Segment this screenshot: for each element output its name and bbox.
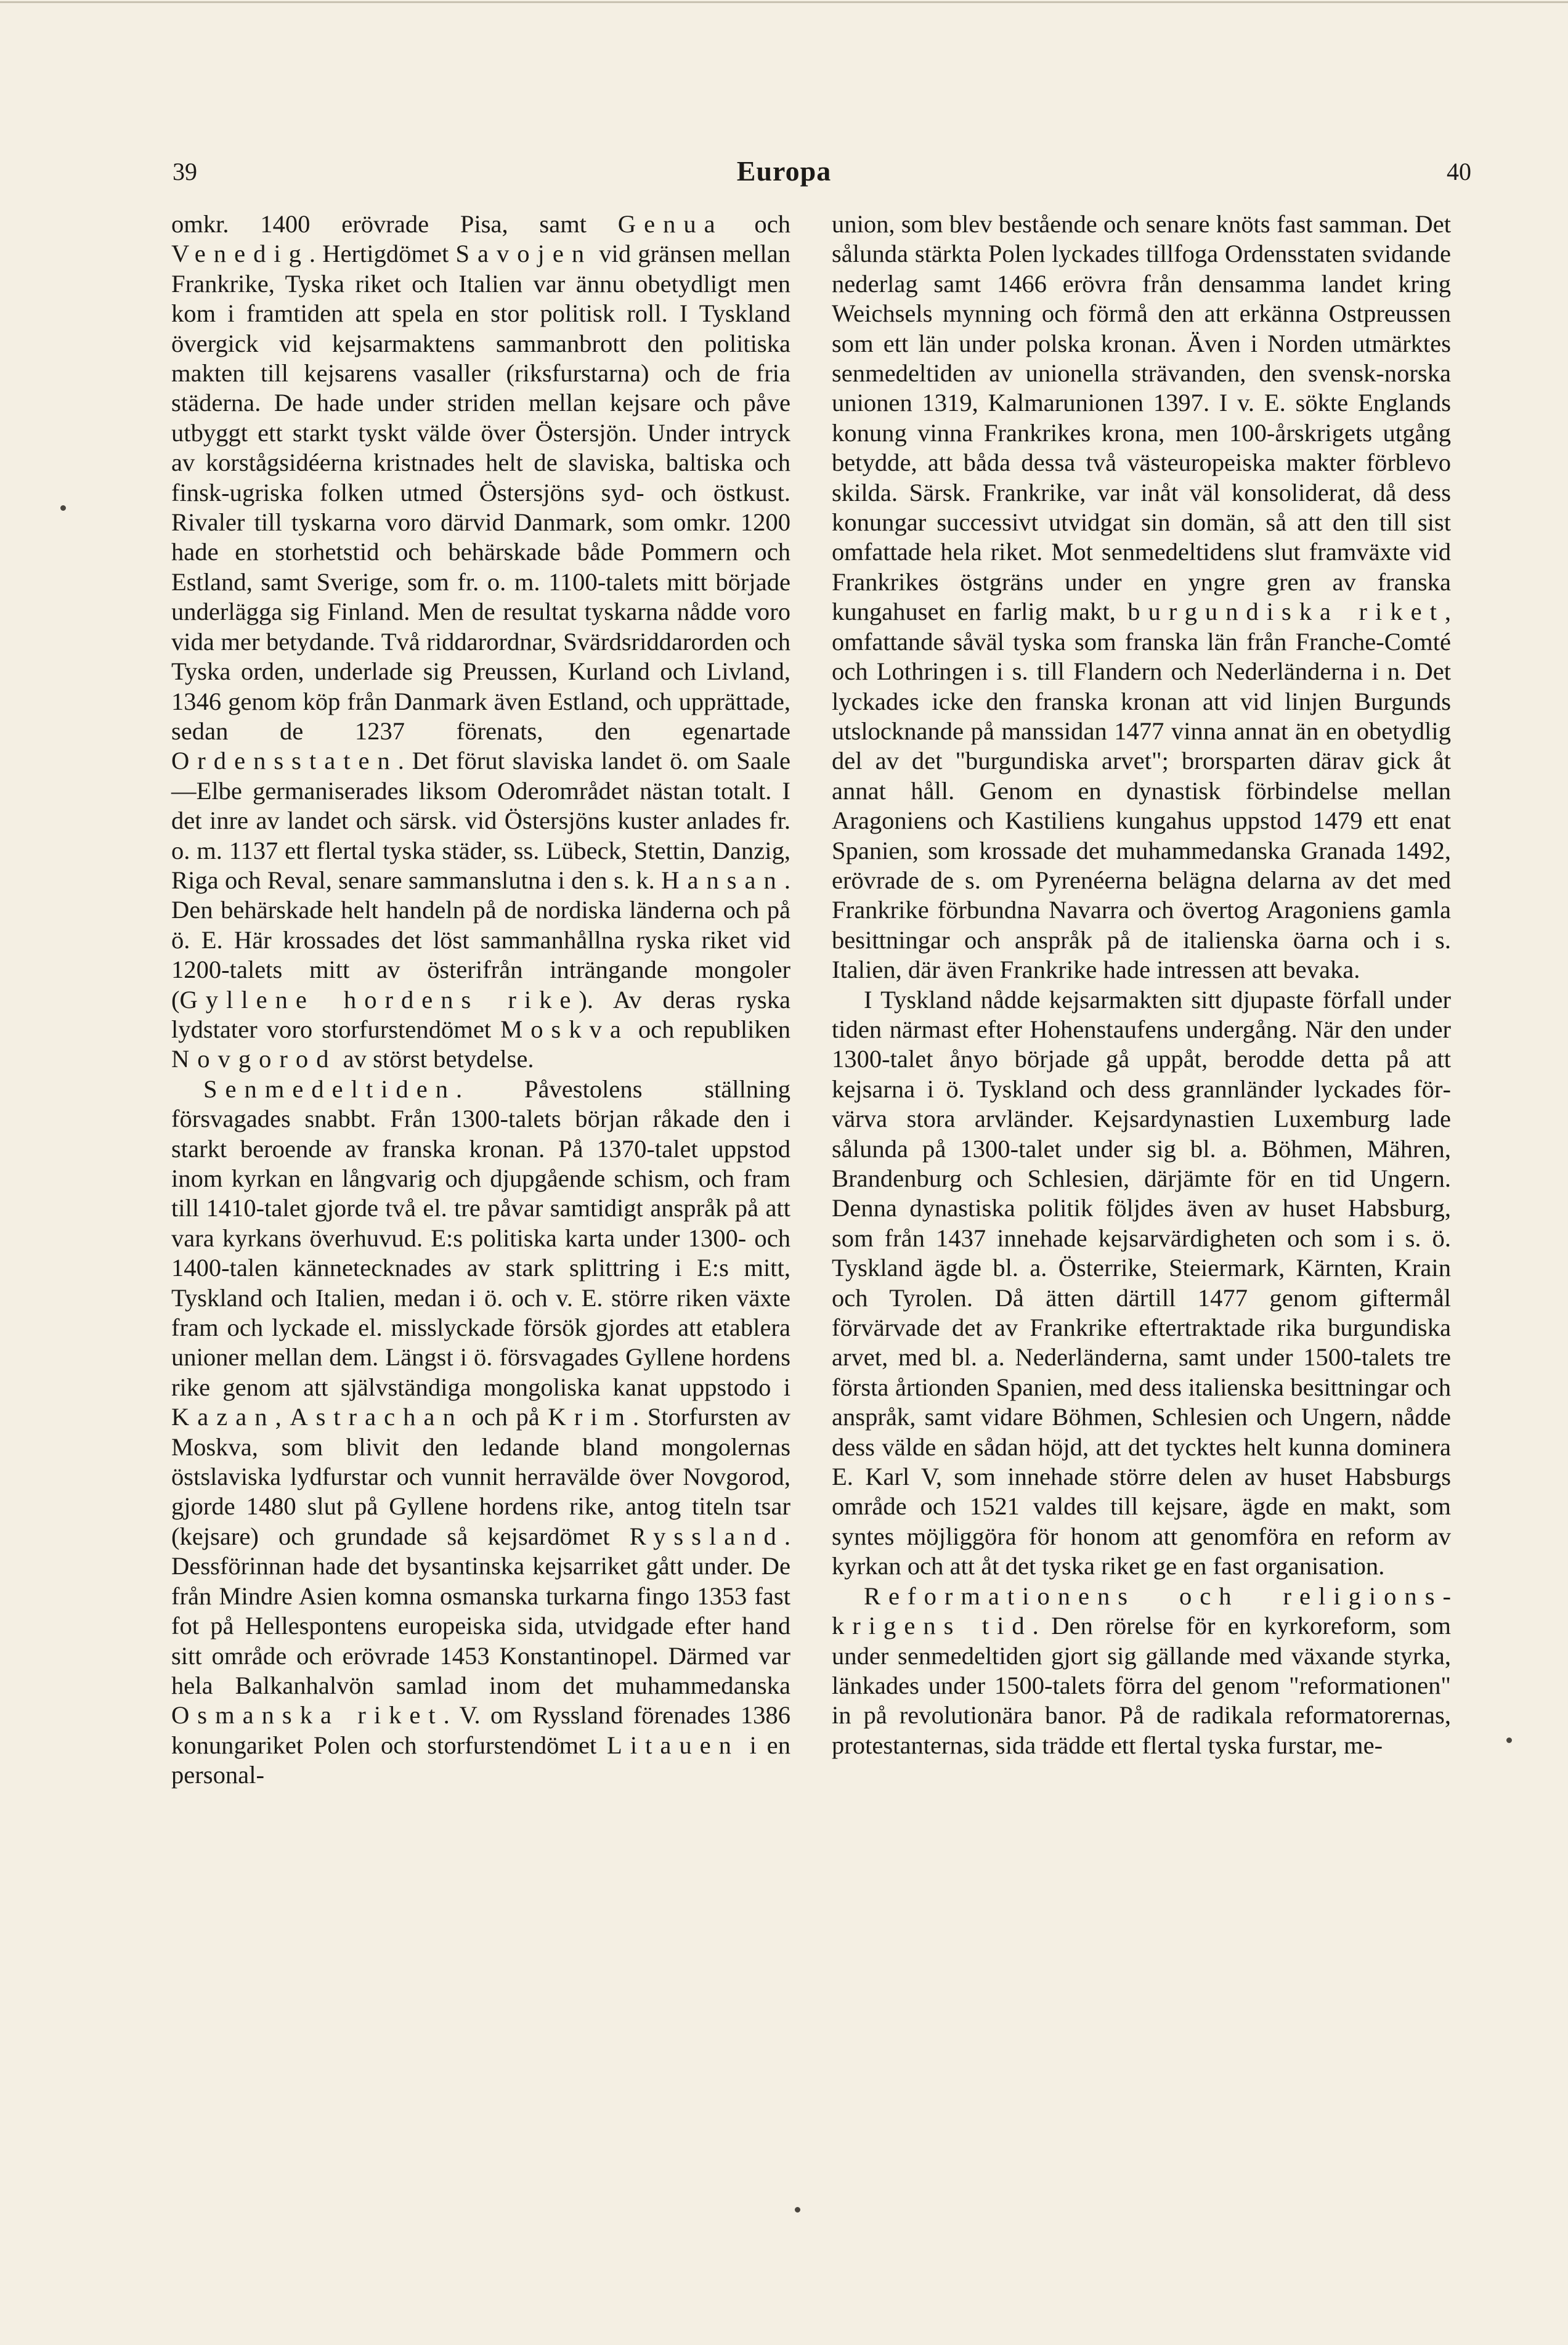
paragraph-italy-germany-hansa: omkr. 1400 erövrade Pisa, samt Genua och Venedig. Hertigdömet Savojen vid gränsen mellan Frankrike, Tyska riket och Italien var ännu obetydligt men kom i framtiden att spela en stor politisk roll. I Tyskland övergick vid kejsarmaktens sammanbrott den politiska makten till kejsarens vasaller (riksfurstarna) och de fria städerna. De hade under striden mellan kejsare och påve utbyggt ett starkt tyskt välde över Östersjön. Under intryck av korstågsidéerna kristnades helt de slaviska, baltiska och finsk-ugriska folken utmed Östersjöns syd- och östkust. Rivaler till tyskarna voro därvid Danmark, som omkr. 1200 hade en storhetstid och behärskade både Pommern och Estland, samt Sverige, som fr. o. m. 1100-talets mitt började underlägga sig Finland. Men de resultat tyskarna nådde voro vida mer betydande. Två riddarordnar, Svärdsriddarorden och Tyska orden, underlade sig Preussen, Kurland och Livland, 1346 genom köp från Danmark även Estland, och upprättade, sedan de 1237 förenats, den egenartade Ordensstaten. Det förut slaviska landet ö. om Saale—Elbe germaniserades liksom Oderområdet nästan totalt. I det inre av landet och särsk. vid Östersjöns kuster anlades fr. o. m. 1137 ett flertal tyska städer, ss. Lübeck, Stettin, Danzig, Riga och Reval, senare sammanslutna i den s. k. Hansan. Den behärskade helt handeln på de nordiska länderna och på ö. E. Här krossades det löst sammanhållna ryska riket vid 1200-talets mitt av österifrån inträngande mongoler (Gyllene hordens rike). Av deras ryska lydstater voro storfurstendömet Moskva och republiken Novgorod av störst betydelse. [171,210,791,1073]
page-header [0,157,1568,194]
scan-speck [1506,1737,1512,1743]
scan-speck [795,2207,800,2213]
paragraph-union-burgundy-spain: union, som blev bestående och senare knöts fast samman. Det sålunda stärkta Polen lyckades tillfoga Ordensstaten svidande nederlag samt 1466 erövra från densamma landet kring Weichsels mynning och förmå den att erkänna Ostpreussen som ett län under polska kronan. Även i Norden utmärktes senmedeltiden av unionella strävanden, den svensk-norska unionen 1319, Kalmarunionen 1397. I v. E. sökte Englands konung vinna Frankrikes krona, men 100-årskrigets utgång betydde, att båda dessa två västeuropeiska makter förblevo skilda. Särsk. Frankrike, var inåt väl konsoliderat, då dess konungar successivt utvidgat sin domän, så att den till sist omfattade hela riket. Mot senmedeltidens slut framväxte vid Frankrikes östgräns under en yngre gren av franska kungahuset en farlig makt, burgundiska riket, omfattande såväl tyska som franska län från Franche-Comté och Lothringen i s. till Flandern och Nederländerna i n. Det lyckades icke den franska kronan att vid linjen Burgunds utslocknande på manssidan 1477 vinna annat än en obetydlig del av det "burgundiska arvet"; brorsparten därav gick åt annat håll. Genom en dynastisk förbindelse mellan Aragoniens och Kastiliens kungahus uppstod 1479 ett enat Spanien, som krossade det muhammedanska Granada 1492, erövrade de s. om Pyrenéerna belägna delarna av det med Frankrike förbundna Navarra och övertog Aragoniens gamla besittningar och anspråk på de italienska öarna och i s. Italien, där även Frankrike hade intressen att bevaka. [832,210,1452,984]
running-title: Europa [736,155,832,187]
scan-speck [60,505,66,511]
page-number-left: 39 [173,158,197,185]
right-column [832,209,1451,2267]
scan-edge-line [0,1,1568,3]
paragraph-senmedeltiden: Senmedeltiden. Påvestolens ställning försvagades snabbt. Från 1300-talets början råkade den i starkt beroende av franska kronan. På 1370-talet uppstod inom kyrkan en långvarig och djupgående schism, och fram till 1410-talet gjorde två el. tre påvar samtidigt anspråk på att vara kyrkans överhuvud. E:s politiska karta under 1300- och 1400-talen kännetecknades av stark splittring i E:s mitt, Tyskland och Italien, medan i ö. och v. E. större riken växte fram och lyckade el. misslyckade försök gjordes att etablera unioner mellan dem. Längst i ö. försvagades Gyllene hordens rike genom att självständiga mongoliska kanat uppstodo i Kazan, Astrachan och på Krim. Storfursten av Moskva, som blivit den ledande bland mongolernas östslaviska lydfurstar och vunnit herravälde över Novgorod, gjorde 1480 slut på Gyllene hordens rike, antog titeln tsar (kejsare) och grundade så kejsardömet Ryssland. Dessförinnan hade det bysantinska kejsarriket gått under. De från Mindre Asien komna osmanska turkarna fingo 1353 fast fot på Hellespontens europeiska sida, utvidgade efter hand sitt område och erövrade 1453 Konstantinopel. Därmed var hela Balkanhalvön samlad inom det muhammedanska Osmanska riket. V. om Ryssland förenades 1386 konungariket Polen och storfurstendömet Litauen i en personal- [171,1075,791,1789]
page-number-right: 40 [1447,158,1471,185]
left-column [171,209,790,2267]
paragraph-habsburg: I Tyskland nådde kejsarmakten sitt djupaste förfall under tiden närmast efter Hohenstaufens undergång. När den under 1300-talet ånyo började gå uppåt, berodde detta på att kejsarna i ö. Tyskland och dess grannländer lyckades förvärva stora arvländer. Kejsardynastien Luxemburg lade sålunda på 1300-talet under sig bl. a. Böhmen, Mähren, Brandenburg och Schlesien, därjämte för en tid Ungern. Denna dynastiska politik följdes även av huset Habsburg, som från 1437 innehade kejsarvärdigheten och som i s. ö. Tyskland ägde bl. a. Österrike, Steiermark, Kärnten, Krain och Tyrolen. Då ätten därtill 1477 genom giftermål förvärvade det av Frankrike eftertraktade rika burgundiska arvet, med bl. a. Nederländerna, samt under 1500-talets tre första årtionden Spanien, med dess italienska besittningar och anspråk, samt vidare Böhmen, Schlesien och Ungern, nådde dess välde en sådan höjd, att det tycktes helt kunna dominera E. Karl V, som innehade större delen av huset Habsburgs område och 1521 valdes till kejsare, ägde en makt, som syntes möjliggöra för honom att genomföra en reform av kyrkan och att åt det tyska riket ge en fast organisation. [832,985,1451,1580]
paragraph-reformation: Reformationens och religionskrigens tid. Den rörelse för en kyrkoreform, som under senmedeltiden gjort sig gällande med växande styrka, länkades under 1500-talets förra del genom "reformationen" in på revolutionära banor. På de radikala reformatorernas, protestanternas, sida trädde ett flertal tyska furstar, me- [832,1582,1451,1759]
